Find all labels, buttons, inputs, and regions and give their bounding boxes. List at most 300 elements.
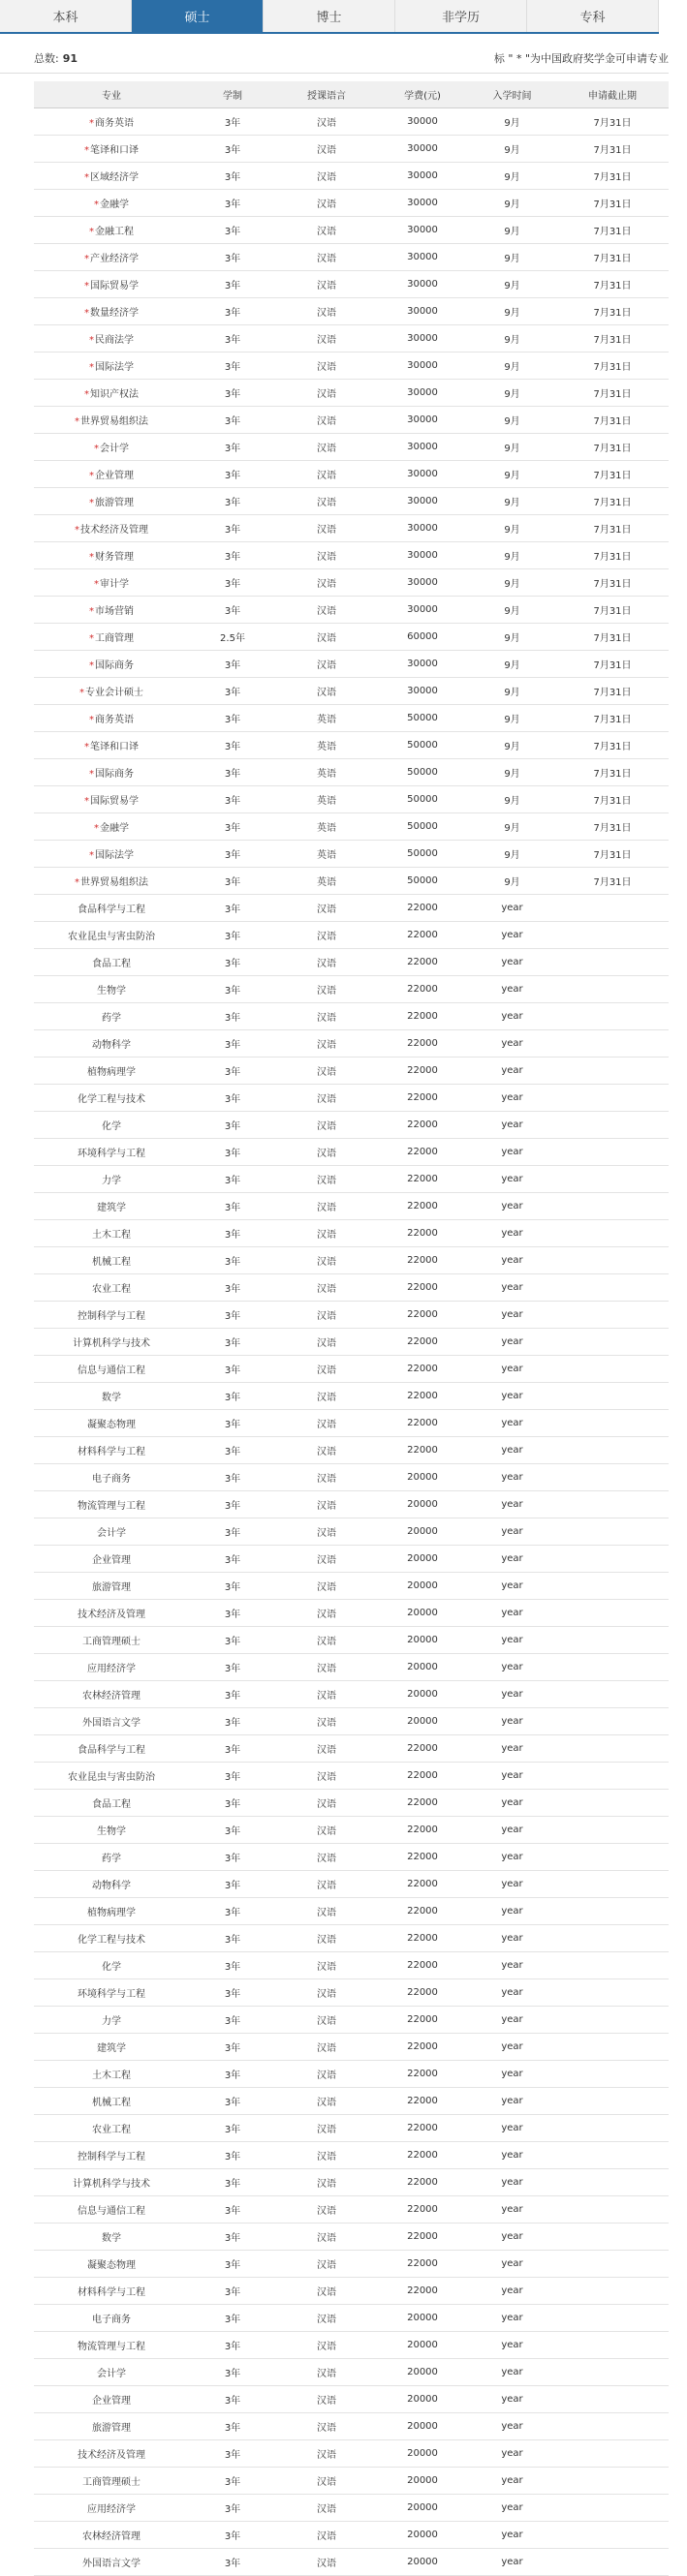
- cell-language: 汉语: [317, 227, 336, 237]
- cell-major: 化学: [102, 1121, 121, 1132]
- cell-duration: 3年: [224, 1555, 241, 1566]
- table-row: [34, 597, 669, 624]
- table-row: [34, 244, 669, 271]
- cell-language: 英语: [317, 877, 336, 888]
- table-row: [34, 1627, 669, 1654]
- cell-intake: 9月: [504, 389, 520, 400]
- table-row: [34, 1112, 669, 1139]
- cell-language: 汉语: [317, 1989, 336, 2000]
- cell-tuition: 30000: [407, 360, 438, 371]
- table-row: [34, 271, 669, 298]
- cell-intake: 9月: [504, 579, 520, 590]
- cell-deadline: 7月31日: [593, 796, 632, 807]
- table-row: [34, 1030, 669, 1058]
- table-row: [34, 1274, 669, 1302]
- cell-intake: year: [501, 1825, 523, 1835]
- cell-major: *会计学: [94, 444, 129, 454]
- cell-language: 英语: [317, 742, 336, 752]
- cell-duration: 3年: [224, 1610, 241, 1620]
- cell-intake: year: [501, 2096, 523, 2106]
- cell-duration: 3年: [224, 769, 241, 780]
- table-row: [34, 1546, 669, 1573]
- cell-tuition: 22000: [407, 1391, 438, 1401]
- table-row: [34, 922, 669, 949]
- cell-major: 电子商务: [92, 1474, 131, 1485]
- header-language: 授课语言: [307, 91, 346, 102]
- cell-language: 汉语: [317, 579, 336, 590]
- table-row: [34, 136, 669, 163]
- cell-language: 汉语: [317, 1881, 336, 1891]
- cell-deadline: 7月31日: [593, 254, 632, 264]
- table-row: [34, 2196, 669, 2223]
- cell-language: 汉语: [317, 1664, 336, 1674]
- cell-major: 化学工程与技术: [78, 1935, 145, 1946]
- table-row: [34, 1193, 669, 1220]
- cell-major: 材料科学与工程: [78, 2287, 145, 2298]
- table-row: [34, 2440, 669, 2468]
- cell-intake: 9月: [504, 362, 520, 373]
- cell-deadline: 7月31日: [593, 633, 632, 644]
- cell-duration: 3年: [224, 2070, 241, 2081]
- table-row: [34, 2115, 669, 2142]
- cell-major: 控制科学与工程: [78, 2152, 145, 2162]
- cell-tuition: 50000: [407, 713, 438, 723]
- cell-major: 农业昆虫与害虫防治: [68, 932, 155, 942]
- cell-tuition: 30000: [407, 252, 438, 262]
- table-row: [34, 1329, 669, 1356]
- cell-major: 凝聚态物理: [87, 2260, 136, 2271]
- cell-duration: 3年: [224, 2206, 241, 2217]
- cell-duration: 3年: [224, 2125, 241, 2135]
- cell-intake: year: [501, 1255, 523, 1266]
- cell-intake: year: [501, 930, 523, 940]
- cell-major: 化学: [102, 1962, 121, 1973]
- cell-duration: 3年: [224, 1284, 241, 1295]
- cell-language: 汉语: [317, 1338, 336, 1349]
- cell-intake: 9月: [504, 606, 520, 617]
- cell-duration: 3年: [224, 2315, 241, 2325]
- cell-duration: 3年: [224, 1989, 241, 2000]
- table-row: [34, 407, 669, 434]
- tab-non-degree[interactable]: 非学历: [395, 0, 527, 32]
- cell-major: 企业管理: [92, 2396, 131, 2407]
- cell-major: 旅游管理: [92, 1582, 131, 1593]
- cell-duration: 3年: [224, 905, 241, 915]
- cell-language: 汉语: [317, 1501, 336, 1512]
- header-duration: 学制: [223, 91, 242, 102]
- table-row: [34, 2223, 669, 2251]
- cell-major: 农林经济管理: [82, 2531, 141, 2542]
- cell-language: 汉语: [317, 2287, 336, 2298]
- cell-language: 汉语: [317, 389, 336, 400]
- cell-intake: 9月: [504, 444, 520, 454]
- cell-tuition: 22000: [407, 2069, 438, 2079]
- cell-duration: 3年: [224, 688, 241, 698]
- cell-language: 汉语: [317, 1637, 336, 1647]
- cell-deadline: 7月31日: [593, 850, 632, 861]
- cell-language: 汉语: [317, 2396, 336, 2407]
- cell-intake: year: [501, 1499, 523, 1510]
- cell-tuition: 30000: [407, 333, 438, 344]
- cell-tuition: 22000: [407, 1038, 438, 1049]
- table-row: [34, 2034, 669, 2061]
- table-row: [34, 190, 669, 217]
- cell-intake: year: [501, 1635, 523, 1645]
- cell-duration: 3年: [224, 172, 241, 183]
- cell-language: 汉语: [317, 308, 336, 319]
- table-body: [34, 108, 669, 2576]
- cell-language: 汉语: [317, 1013, 336, 1024]
- cell-tuition: 22000: [407, 984, 438, 995]
- cell-tuition: 50000: [407, 875, 438, 886]
- cell-duration: 3年: [224, 1230, 241, 1241]
- cell-intake: 9月: [504, 823, 520, 834]
- cell-tuition: 22000: [407, 1119, 438, 1130]
- table-row: [34, 1898, 669, 1925]
- cell-tuition: 20000: [407, 2448, 438, 2459]
- cell-language: 汉语: [317, 905, 336, 915]
- cell-intake: year: [501, 984, 523, 995]
- cell-intake: 9月: [504, 471, 520, 481]
- cell-tuition: 22000: [407, 930, 438, 940]
- cell-tuition: 22000: [407, 1933, 438, 1944]
- cell-duration: 3年: [224, 823, 241, 834]
- cell-intake: 9月: [504, 118, 520, 129]
- table-row: [34, 1247, 669, 1274]
- cell-tuition: 22000: [407, 1825, 438, 1835]
- cell-language: 汉语: [317, 1745, 336, 1756]
- cell-duration: 3年: [224, 416, 241, 427]
- cell-language: 汉语: [317, 2233, 336, 2244]
- cell-intake: year: [501, 1309, 523, 1320]
- cell-duration: 3年: [224, 1881, 241, 1891]
- cell-major: 数学: [102, 1393, 121, 1403]
- cell-major: *专业会计硕士: [79, 688, 143, 698]
- cell-tuition: 20000: [407, 2367, 438, 2377]
- cell-major: 食品科学与工程: [78, 1745, 145, 1756]
- cell-major: 食品工程: [92, 1799, 131, 1810]
- cell-intake: 9月: [504, 715, 520, 725]
- cell-language: 汉语: [317, 1149, 336, 1159]
- cell-deadline: 7月31日: [593, 769, 632, 780]
- cell-major: *民商法学: [89, 335, 134, 346]
- table-row: [34, 895, 669, 922]
- cell-major: 材料科学与工程: [78, 1447, 145, 1457]
- cell-tuition: 20000: [407, 1716, 438, 1727]
- table-row: [34, 1166, 669, 1193]
- cell-tuition: 22000: [407, 1906, 438, 1917]
- table-row: [34, 759, 669, 786]
- cell-duration: 3年: [224, 2179, 241, 2190]
- cell-duration: 3年: [224, 1826, 241, 1837]
- cell-major: 技术经济及管理: [78, 2450, 145, 2461]
- cell-intake: year: [501, 1364, 523, 1374]
- cell-deadline: 7月31日: [593, 308, 632, 319]
- cell-tuition: 22000: [407, 903, 438, 913]
- cell-tuition: 22000: [407, 1879, 438, 1889]
- tab-specialty[interactable]: 专科: [527, 0, 659, 32]
- cell-tuition: 20000: [407, 1526, 438, 1537]
- cell-tuition: 30000: [407, 550, 438, 561]
- table-row: [34, 1790, 669, 1817]
- table-row: [34, 813, 669, 841]
- cell-tuition: 22000: [407, 2204, 438, 2215]
- table-row: [34, 1003, 669, 1030]
- cell-language: 汉语: [317, 362, 336, 373]
- cell-duration: 3年: [224, 1040, 241, 1051]
- table-row: [34, 2305, 669, 2332]
- cell-language: 汉语: [317, 1854, 336, 1864]
- cell-language: 汉语: [317, 1610, 336, 1620]
- header-deadline: 申请截止期: [588, 91, 637, 102]
- cell-language: 汉语: [317, 199, 336, 210]
- cell-major: 信息与通信工程: [78, 1365, 145, 1376]
- cell-major: *国际贸易学: [84, 796, 139, 807]
- cell-major: 生物学: [97, 986, 126, 997]
- cell-intake: year: [501, 1336, 523, 1347]
- cell-duration: 3年: [224, 552, 241, 563]
- cell-major: 药学: [102, 1854, 121, 1864]
- cell-major: *国际贸易学: [84, 281, 139, 291]
- cell-intake: year: [501, 1553, 523, 1564]
- cell-intake: year: [501, 2231, 523, 2242]
- tab-bachelor[interactable]: 本科: [0, 0, 132, 32]
- cell-language: 英语: [317, 850, 336, 861]
- cell-major: 应用经济学: [87, 2504, 136, 2515]
- cell-duration: 3年: [224, 2450, 241, 2461]
- table-row: [34, 2088, 669, 2115]
- cell-language: 汉语: [317, 959, 336, 969]
- table-row: [34, 2549, 669, 2576]
- cell-tuition: 20000: [407, 1472, 438, 1483]
- cell-major: 环境科学与工程: [78, 1989, 145, 2000]
- cell-major: *旅游管理: [89, 498, 134, 508]
- summary-bar: [0, 41, 669, 74]
- cell-language: 汉语: [317, 1393, 336, 1403]
- cell-intake: year: [501, 1228, 523, 1239]
- cell-language: 英语: [317, 715, 336, 725]
- cell-tuition: 22000: [407, 1336, 438, 1347]
- cell-tuition: 50000: [407, 794, 438, 805]
- total-value: 91: [62, 52, 78, 65]
- cell-major: 食品工程: [92, 959, 131, 969]
- table-row: [34, 651, 669, 678]
- cell-deadline: 7月31日: [593, 389, 632, 400]
- cell-major: 土木工程: [92, 1230, 131, 1241]
- cell-intake: year: [501, 2448, 523, 2459]
- table-row: [34, 380, 669, 407]
- cell-duration: 3年: [224, 660, 241, 671]
- cell-duration: 3年: [224, 932, 241, 942]
- cell-major: 动物科学: [92, 1881, 131, 1891]
- cell-major: 电子商务: [92, 2315, 131, 2325]
- table-row: [34, 2332, 669, 2359]
- cell-major: 力学: [102, 1176, 121, 1186]
- table-row: [34, 976, 669, 1003]
- cell-tuition: 20000: [407, 2475, 438, 2486]
- cell-tuition: 22000: [407, 1743, 438, 1754]
- table-row: [34, 2386, 669, 2413]
- cell-duration: 3年: [224, 1176, 241, 1186]
- cell-duration: 3年: [224, 1528, 241, 1539]
- cell-tuition: 30000: [407, 469, 438, 479]
- table-row: [34, 217, 669, 244]
- cell-intake: year: [501, 1201, 523, 1211]
- cell-duration: 3年: [224, 2342, 241, 2352]
- cell-intake: 9月: [504, 796, 520, 807]
- cell-tuition: 30000: [407, 496, 438, 506]
- cell-major: *财务管理: [89, 552, 134, 563]
- cell-language: 汉语: [317, 986, 336, 997]
- cell-tuition: 22000: [407, 1364, 438, 1374]
- cell-language: 汉语: [317, 1121, 336, 1132]
- table-row: [34, 2359, 669, 2386]
- cell-language: 汉语: [317, 1935, 336, 1946]
- cell-tuition: 20000: [407, 2530, 438, 2540]
- tab-master[interactable]: 硕士: [132, 0, 264, 32]
- cell-deadline: 7月31日: [593, 823, 632, 834]
- cell-language: 汉语: [317, 2043, 336, 2054]
- cell-deadline: 7月31日: [593, 281, 632, 291]
- cell-major: 技术经济及管理: [78, 1610, 145, 1620]
- cell-tuition: 22000: [407, 1201, 438, 1211]
- cell-duration: 3年: [224, 335, 241, 346]
- cell-intake: year: [501, 2394, 523, 2405]
- cell-intake: year: [501, 1662, 523, 1672]
- table-row: [34, 841, 669, 868]
- cell-tuition: 30000: [407, 225, 438, 235]
- cell-intake: 9月: [504, 308, 520, 319]
- cell-tuition: 22000: [407, 2096, 438, 2106]
- cell-duration: 3年: [224, 389, 241, 400]
- tab-doctor[interactable]: 博士: [264, 0, 395, 32]
- cell-major: 环境科学与工程: [78, 1149, 145, 1159]
- cell-duration: 3年: [224, 2396, 241, 2407]
- cell-language: 汉语: [317, 1365, 336, 1376]
- cell-tuition: 20000: [407, 1635, 438, 1645]
- cell-major: *区域经济学: [84, 172, 139, 183]
- cell-language: 汉语: [317, 2369, 336, 2379]
- cell-language: 汉语: [317, 1094, 336, 1105]
- cell-tuition: 30000: [407, 279, 438, 290]
- cell-major: *企业管理: [89, 471, 134, 481]
- cell-intake: year: [501, 1418, 523, 1428]
- cell-tuition: 50000: [407, 740, 438, 751]
- cell-intake: 9月: [504, 877, 520, 888]
- cell-language: 汉语: [317, 2125, 336, 2135]
- cell-tuition: 22000: [407, 1282, 438, 1293]
- program-table: [34, 81, 669, 2576]
- cell-intake: year: [501, 2557, 523, 2567]
- cell-major: 外国语言文学: [82, 2559, 141, 2569]
- cell-intake: year: [501, 2530, 523, 2540]
- cell-intake: year: [501, 1065, 523, 1076]
- cell-language: 汉语: [317, 118, 336, 129]
- cell-tuition: 22000: [407, 1228, 438, 1239]
- cell-major: 控制科学与工程: [78, 1311, 145, 1322]
- table-row: [34, 1763, 669, 1790]
- cell-major: *笔译和口译: [84, 742, 139, 752]
- cell-tuition: 22000: [407, 1770, 438, 1781]
- cell-intake: year: [501, 2475, 523, 2486]
- cell-tuition: 20000: [407, 2394, 438, 2405]
- cell-duration: 2.5年: [220, 633, 245, 644]
- table-row: [34, 1817, 669, 1844]
- table-row: [34, 1844, 669, 1871]
- cell-intake: year: [501, 2502, 523, 2513]
- table-row: [34, 1681, 669, 1708]
- cell-intake: year: [501, 1987, 523, 1998]
- cell-intake: 9月: [504, 281, 520, 291]
- cell-intake: year: [501, 1906, 523, 1917]
- cell-language: 汉语: [317, 2559, 336, 2569]
- cell-language: 汉语: [317, 1908, 336, 1918]
- cell-duration: 3年: [224, 742, 241, 752]
- cell-duration: 3年: [224, 1962, 241, 1973]
- cell-language: 汉语: [317, 2206, 336, 2217]
- table-row: [34, 1058, 669, 1085]
- table-row: [34, 786, 669, 813]
- cell-major: *金融学: [94, 823, 129, 834]
- cell-tuition: 22000: [407, 1309, 438, 1320]
- table-row: [34, 1952, 669, 1979]
- cell-language: 汉语: [317, 254, 336, 264]
- cell-tuition: 22000: [407, 2123, 438, 2133]
- cell-language: 汉语: [317, 2070, 336, 2081]
- table-row: [34, 108, 669, 136]
- cell-duration: 3年: [224, 145, 241, 156]
- cell-major: *产业经济学: [84, 254, 139, 264]
- cell-major: 化学工程与技术: [78, 1094, 145, 1105]
- cell-duration: 3年: [224, 498, 241, 508]
- table-row: [34, 1464, 669, 1491]
- cell-language: 汉语: [317, 1447, 336, 1457]
- cell-deadline: 7月31日: [593, 118, 632, 129]
- cell-duration: 3年: [224, 2423, 241, 2434]
- cell-language: 汉语: [317, 660, 336, 671]
- cell-tuition: 22000: [407, 1011, 438, 1022]
- cell-duration: 3年: [224, 118, 241, 129]
- cell-language: 汉语: [317, 1420, 336, 1430]
- table-row: [34, 868, 669, 895]
- cell-major: 物流管理与工程: [78, 1501, 145, 1512]
- table-row: [34, 1654, 669, 1681]
- cell-tuition: 20000: [407, 1662, 438, 1672]
- cell-language: 汉语: [317, 1203, 336, 1213]
- scholarship-note: 标 " * "为中国政府奖学金可申请专业: [493, 52, 669, 65]
- table-row: [34, 1302, 669, 1329]
- cell-deadline: 7月31日: [593, 471, 632, 481]
- cell-duration: 3年: [224, 2152, 241, 2162]
- table-row: [34, 1437, 669, 1464]
- cell-intake: year: [501, 1011, 523, 1022]
- cell-intake: year: [501, 2340, 523, 2350]
- cell-intake: year: [501, 2313, 523, 2323]
- cell-language: 英语: [317, 796, 336, 807]
- cell-language: 汉语: [317, 932, 336, 942]
- cell-intake: year: [501, 2041, 523, 2052]
- cell-duration: 3年: [224, 1203, 241, 1213]
- cell-language: 汉语: [317, 335, 336, 346]
- cell-intake: 9月: [504, 742, 520, 752]
- table-row: [34, 1979, 669, 2007]
- cell-duration: 3年: [224, 1094, 241, 1105]
- cell-language: 汉语: [317, 1067, 336, 1078]
- cell-language: 汉语: [317, 606, 336, 617]
- cell-duration: 3年: [224, 1149, 241, 1159]
- cell-tuition: 22000: [407, 1092, 438, 1103]
- cell-language: 汉语: [317, 1528, 336, 1539]
